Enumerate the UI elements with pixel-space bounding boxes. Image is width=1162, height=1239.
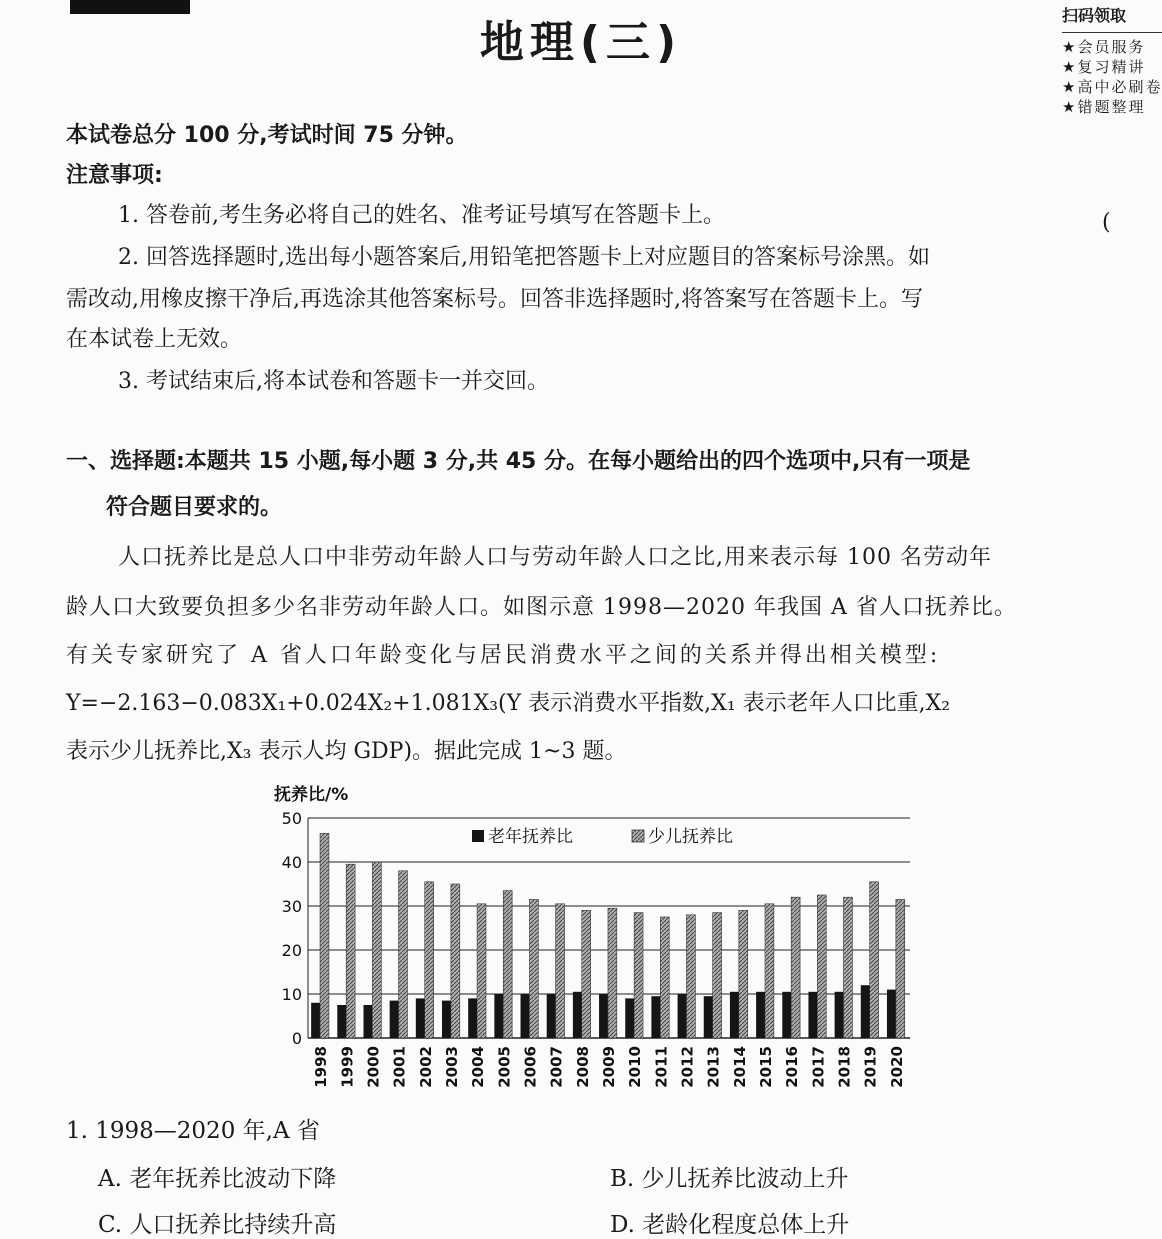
question-1-option-b[interactable]: B. 少儿抚养比波动上升	[610, 1166, 849, 1192]
bar-child-2002	[425, 882, 434, 1038]
x-tick-label: 2008	[573, 1046, 592, 1088]
x-tick-label: 2011	[652, 1046, 671, 1088]
x-tick-label: 2014	[730, 1046, 749, 1088]
bar-elderly-1999	[337, 1005, 346, 1038]
bar-child-2016	[791, 897, 800, 1038]
bar-child-1998	[320, 833, 329, 1038]
bar-child-2003	[451, 884, 460, 1038]
passage-line-2: 龄人口大致要负担多少名非劳动年龄人口。如图示意 1998—2020 年我国 A 省人口抚养比。	[66, 595, 1017, 620]
bar-elderly-2007	[547, 994, 556, 1038]
qr-line-1: ★会员服务	[1062, 38, 1146, 56]
bar-elderly-2019	[861, 985, 870, 1038]
question-1-option-d[interactable]: D. 老龄化程度总体上升	[610, 1212, 850, 1238]
x-tick-label: 2009	[600, 1046, 618, 1088]
bar-elderly-1998	[311, 1003, 320, 1038]
notice-item-2c: 在本试卷上无效。	[66, 327, 243, 352]
y-tick-label: 40	[281, 853, 302, 872]
bar-child-2006	[529, 899, 538, 1038]
x-tick-label: 2000	[364, 1046, 383, 1088]
passage-line-4: Y=−2.163−0.083X₁+0.024X₂+1.081X₃(Y 表示消费水平指数,X₁ 表示老年人口比重,X₂	[66, 691, 951, 716]
page-title: 地理(三)	[479, 17, 683, 68]
qr-promo-box	[1062, 6, 1162, 126]
question-1-stem: 1. 1998—2020 年,A 省	[66, 1118, 320, 1144]
qr-line-2: ★复习精讲	[1062, 58, 1146, 76]
section-heading-line1: 一、选择题:本题共 15 小题,每小题 3 分,共 45 分。在每小题给出的四个选项中,只有一项是	[66, 449, 971, 474]
x-tick-label: 2019	[861, 1046, 880, 1088]
legend-swatch-child	[632, 830, 644, 842]
y-tick-label: 50	[281, 809, 302, 828]
legend-swatch-elderly	[472, 830, 484, 842]
qr-head: 扫码领取	[1062, 6, 1162, 33]
bar-elderly-2017	[808, 992, 817, 1038]
x-tick-label: 2002	[416, 1046, 435, 1088]
question-1-option-a[interactable]: A. 老年抚养比波动下降	[98, 1166, 337, 1192]
bar-elderly-2006	[521, 994, 530, 1038]
bar-child-2014	[739, 910, 748, 1038]
bar-child-2004	[477, 904, 486, 1038]
x-tick-label: 2007	[547, 1046, 566, 1088]
bar-elderly-2008	[573, 992, 582, 1038]
bar-elderly-2020	[887, 990, 896, 1038]
x-tick-label: 2012	[678, 1046, 697, 1088]
bar-elderly-2009	[599, 994, 608, 1038]
bar-elderly-2016	[782, 992, 791, 1038]
bar-elderly-2012	[678, 994, 687, 1038]
notice-title: 注意事项:	[66, 163, 163, 188]
bar-elderly-2005	[494, 994, 503, 1038]
bar-elderly-2013	[704, 996, 713, 1038]
question-1-option-c[interactable]: C. 人口抚养比持续升高	[98, 1212, 337, 1238]
bar-child-2019	[870, 882, 879, 1038]
bar-child-2012	[686, 915, 695, 1038]
bar-child-2010	[634, 913, 643, 1038]
x-tick-label: 2017	[809, 1046, 828, 1088]
bar-child-2001	[399, 871, 408, 1038]
bar-elderly-2004	[468, 998, 477, 1038]
bar-child-2020	[896, 899, 905, 1038]
bar-child-2000	[372, 862, 381, 1038]
bar-elderly-2010	[625, 998, 634, 1038]
bar-child-2009	[608, 908, 617, 1038]
x-tick-label: 2013	[704, 1046, 723, 1088]
bar-child-2007	[556, 904, 565, 1038]
bar-elderly-2015	[756, 992, 765, 1038]
chart-svg	[270, 780, 920, 1100]
bar-elderly-2002	[416, 998, 425, 1038]
qr-line-3: ★高中必刷卷	[1062, 78, 1162, 96]
bar-elderly-2011	[651, 996, 660, 1038]
bar-elderly-2018	[835, 992, 844, 1038]
bar-child-2008	[582, 910, 591, 1038]
x-tick-label: 2018	[835, 1046, 854, 1088]
x-tick-label: 2001	[390, 1046, 409, 1088]
stray-mark: (	[1102, 210, 1111, 235]
x-tick-label: 2004	[469, 1046, 488, 1088]
notice-item-1: 1. 答卷前,考生务必将自己的姓名、准考证号填写在答题卡上。	[118, 203, 725, 228]
bar-elderly-2003	[442, 1001, 451, 1038]
x-tick-label: 2005	[495, 1046, 514, 1088]
x-tick-label: 1998	[312, 1046, 331, 1088]
dependency-ratio-chart	[270, 780, 920, 1100]
bar-child-2015	[765, 904, 774, 1038]
x-tick-label: 2006	[521, 1046, 540, 1088]
x-tick-label: 2016	[783, 1046, 802, 1088]
bar-child-2018	[844, 897, 853, 1038]
notice-item-3: 3. 考试结束后,将本试卷和答题卡一并交回。	[118, 369, 549, 394]
notice-item-2a: 2. 回答选择题时,选出每小题答案后,用铅笔把答题卡上对应题目的答案标号涂黑。如	[118, 245, 930, 270]
x-tick-label: 2010	[626, 1046, 645, 1088]
y-tick-label: 30	[281, 897, 302, 916]
bar-child-2017	[817, 895, 826, 1038]
y-tick-label: 10	[281, 985, 302, 1004]
bar-child-1999	[346, 864, 355, 1038]
notice-item-2b: 需改动,用橡皮擦干净后,再选涂其他答案标号。回答非选择题时,将答案写在答题卡上。写	[66, 287, 923, 312]
legend-label-elderly: 老年抚养比	[488, 827, 573, 847]
bar-elderly-2001	[390, 1001, 399, 1038]
qr-line-4: ★错题整理	[1062, 98, 1146, 116]
score-line: 本试卷总分 100 分,考试时间 75 分钟。	[66, 123, 468, 148]
bar-elderly-2000	[363, 1005, 372, 1038]
passage-line-3: 有关专家研究了 A 省人口年龄变化与居民消费水平之间的关系并得出相关模型:	[66, 643, 941, 668]
x-tick-label: 2015	[757, 1046, 776, 1088]
bar-elderly-2014	[730, 992, 739, 1038]
passage-line-1: 人口抚养比是总人口中非劳动年龄人口与劳动年龄人口之比,用来表示每 100 名劳动年	[118, 545, 992, 570]
y-axis-label: 抚养比/%	[274, 785, 349, 805]
passage-line-5: 表示少儿抚养比,X₃ 表示人均 GDP)。据此完成 1~3 题。	[66, 739, 627, 764]
y-tick-label: 20	[281, 941, 302, 960]
section-heading-line2: 符合题目要求的。	[106, 495, 283, 520]
x-tick-label: 1999	[338, 1046, 357, 1088]
y-tick-label: 0	[291, 1029, 302, 1048]
x-tick-label: 2003	[442, 1046, 461, 1088]
bar-child-2011	[660, 917, 669, 1038]
bar-child-2013	[713, 913, 722, 1038]
x-tick-label: 2020	[887, 1046, 906, 1088]
bar-child-2005	[503, 891, 512, 1038]
legend-label-child: 少儿抚养比	[648, 827, 733, 847]
